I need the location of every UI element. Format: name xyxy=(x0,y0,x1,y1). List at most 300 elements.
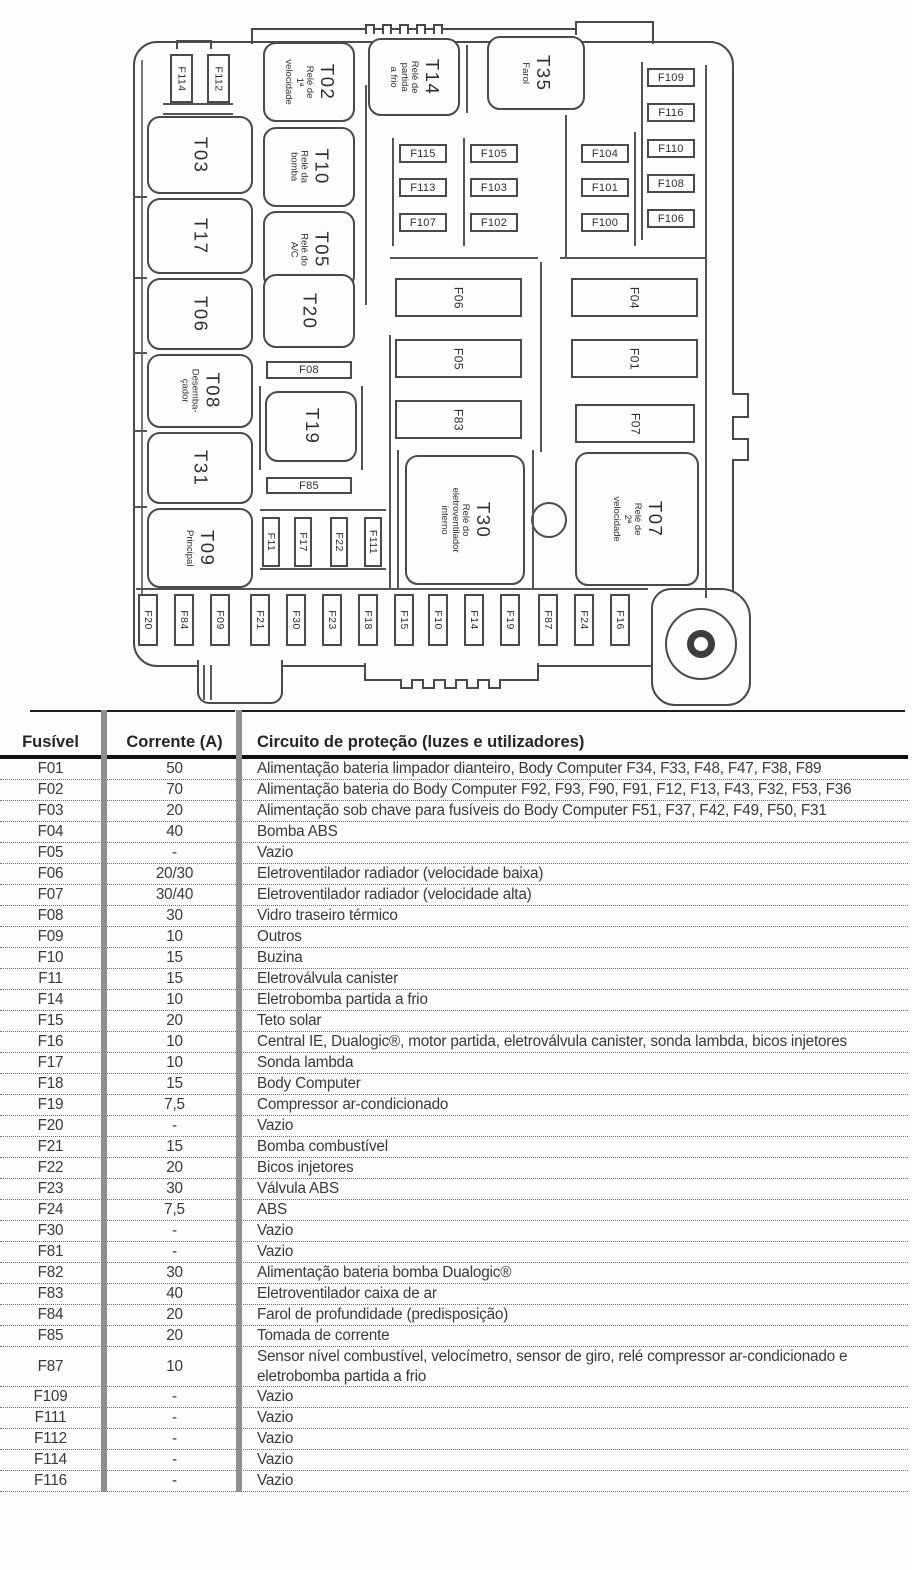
fuse-label-wrap xyxy=(360,596,376,644)
fuse-label-wrap xyxy=(466,596,482,644)
current-cell: 20 xyxy=(166,1306,183,1324)
fuse-label: F108 xyxy=(657,177,685,190)
circuit-cell: Bicos injetores xyxy=(257,1159,354,1177)
relay-box xyxy=(147,116,253,194)
relay-subtitle xyxy=(438,460,471,580)
relay-subtitle xyxy=(178,359,200,423)
relay-subtitle xyxy=(387,43,420,111)
fuse-label-wrap xyxy=(540,596,556,644)
diagram-line xyxy=(163,113,233,115)
circuit-cell: Body Computer xyxy=(257,1075,361,1093)
relay-subtitle-line: Relé de xyxy=(632,502,644,536)
diagram-tooth xyxy=(416,24,426,34)
fuse-id-cell: F04 xyxy=(37,823,64,841)
relay-id: T07 xyxy=(645,500,667,538)
fuse-box xyxy=(358,594,378,646)
relay-box xyxy=(147,354,253,428)
fuse-label-wrap xyxy=(397,341,520,376)
fuse-box xyxy=(395,339,522,378)
relay-subtitle-line: Relé de xyxy=(304,65,316,99)
relay-box xyxy=(263,274,355,348)
diagram-line xyxy=(397,450,399,590)
table-row xyxy=(0,1429,908,1450)
fuse-label: F11 xyxy=(265,532,277,552)
diagram-line xyxy=(365,85,367,305)
fuse-id-cell: F03 xyxy=(37,802,64,820)
fuse-label: F87 xyxy=(542,610,554,630)
table-row xyxy=(0,1158,908,1179)
relay-subtitle xyxy=(520,41,531,105)
fuse-box xyxy=(250,594,270,646)
circuit-cell: Central IE, Dualogic®, motor partida, eletroválvula canister, sonda lambda, bicos injetores xyxy=(257,1033,847,1051)
fuse-label: F05 xyxy=(451,347,466,370)
relay-label-wrap xyxy=(149,118,251,192)
table-row xyxy=(0,1347,908,1387)
fuse-label: F115 xyxy=(410,147,436,160)
table-row xyxy=(0,1053,908,1074)
relay-label-rotated xyxy=(438,460,495,580)
diagram-tooth xyxy=(422,679,435,689)
current-cell: 7,5 xyxy=(164,1096,185,1114)
fuse-id-cell: F20 xyxy=(37,1117,64,1135)
relay-subtitle-line: velocidade xyxy=(610,496,622,542)
circuit-cell: Farol de profundidade (predisposição) xyxy=(257,1306,509,1324)
table-row xyxy=(0,1305,908,1326)
relay-id: T19 xyxy=(301,408,323,445)
fuse-table xyxy=(0,710,908,1492)
relay-id: T03 xyxy=(190,136,212,174)
fuse-id-cell: F109 xyxy=(33,1388,68,1406)
fuse-label: F106 xyxy=(657,212,685,225)
relay-label-wrap xyxy=(577,454,697,584)
fuse-label-wrap xyxy=(209,56,228,101)
circuit-cell: Buzina xyxy=(257,949,303,967)
fuse-label: F20 xyxy=(142,610,154,630)
relay-box xyxy=(265,391,357,462)
fuse-label: F18 xyxy=(362,610,374,630)
relay-id: T31 xyxy=(190,449,212,487)
diagram-tooth xyxy=(466,679,479,689)
relay-id: T35 xyxy=(533,54,555,92)
relay-label-rotated xyxy=(302,396,321,457)
relay-box xyxy=(263,127,355,207)
fuse-label-wrap xyxy=(324,596,340,644)
table-row xyxy=(0,990,908,1011)
relay-label-rotated xyxy=(287,132,333,202)
header-corrente: Corrente (A) xyxy=(126,733,223,751)
relay-label-rotated xyxy=(191,203,210,269)
fuse-id-cell: F21 xyxy=(37,1138,64,1156)
diagram-line xyxy=(133,430,147,432)
fuse-box xyxy=(571,278,698,317)
fuse-box xyxy=(581,178,629,197)
fuse-label: F109 xyxy=(657,71,685,84)
fuse-label: F84 xyxy=(178,610,190,630)
diagram-tooth xyxy=(399,24,409,34)
relay-label-wrap xyxy=(370,40,458,114)
fuse-label-wrap xyxy=(366,519,380,565)
circuit-cell: Alimentação sob chave para fusíveis do Body Computer F51, F37, F42, F49, F50, F31 xyxy=(257,802,827,820)
current-cell: 20 xyxy=(166,1159,183,1177)
fuse-box xyxy=(647,209,695,228)
circuit-cell: Vazio xyxy=(257,1472,294,1490)
fuse-label: F101 xyxy=(591,181,619,194)
fuse-label: F10 xyxy=(432,610,444,630)
fuse-label: F21 xyxy=(254,610,266,630)
current-cell: 15 xyxy=(166,970,183,988)
table-top-rule xyxy=(107,710,235,712)
relay-label-wrap xyxy=(267,393,355,460)
fuse-box xyxy=(394,594,414,646)
fuse-label-wrap xyxy=(252,596,268,644)
fuse-id-cell: F84 xyxy=(37,1306,64,1324)
circuit-cell: ABS xyxy=(257,1201,288,1219)
fuse-label: F24 xyxy=(578,610,590,630)
table-row xyxy=(0,885,908,906)
table-row xyxy=(0,843,908,864)
fuse-id-cell: F116 xyxy=(34,1472,67,1490)
table-row xyxy=(0,1326,908,1347)
circuit-cell: Sonda lambda xyxy=(257,1054,354,1072)
fuse-id-cell: F114 xyxy=(34,1451,67,1469)
relay-label-wrap xyxy=(265,129,353,205)
current-cell: 30 xyxy=(166,1180,183,1198)
table-row xyxy=(0,1179,908,1200)
fuse-box xyxy=(470,144,518,163)
diagram-line xyxy=(634,132,636,246)
fuse-label-wrap xyxy=(577,406,693,441)
relay-subtitle-line: Relé do xyxy=(299,233,311,267)
diagram-tooth xyxy=(382,24,392,34)
table-row xyxy=(0,1200,908,1221)
fuse-label: F01 xyxy=(627,347,642,370)
diagram-line xyxy=(463,138,465,246)
table-body xyxy=(0,759,908,1492)
fuse-label: F110 xyxy=(658,142,684,155)
relay-box xyxy=(147,508,253,588)
fuse-label-wrap xyxy=(288,596,304,644)
current-cell: - xyxy=(172,1451,177,1469)
diagram-line xyxy=(392,138,394,246)
fuse-label: F23 xyxy=(326,610,338,630)
column-separator xyxy=(236,710,242,1492)
table-row xyxy=(0,1116,908,1137)
fuse-box xyxy=(266,477,352,494)
table-row xyxy=(0,906,908,927)
fuse-id-cell: F30 xyxy=(37,1222,64,1240)
fuse-label: F06 xyxy=(451,286,466,309)
diagram-line xyxy=(641,62,643,240)
fuse-id-cell: F85 xyxy=(37,1327,64,1345)
circuit-cell: Eletrobomba partida a frio xyxy=(257,991,428,1009)
fuse-label-wrap xyxy=(397,280,520,315)
fuse-box xyxy=(138,594,158,646)
fuse-id-cell: F14 xyxy=(37,991,64,1009)
diagram-line xyxy=(466,45,468,113)
relay-id: T09 xyxy=(197,529,219,567)
relay-box xyxy=(147,278,253,350)
fuse-box xyxy=(399,144,447,163)
circuit-cell: Vazio xyxy=(257,1117,294,1135)
diagram-line xyxy=(390,257,538,259)
relay-subtitle-line: Relé da xyxy=(299,150,311,184)
diagram-line xyxy=(361,386,363,470)
relay-id: T02 xyxy=(317,63,339,101)
mounting-boss xyxy=(651,588,751,706)
current-cell: - xyxy=(172,844,177,862)
diagram-line xyxy=(705,65,707,598)
relay-area-circle xyxy=(531,502,567,538)
fuse-id-cell: F05 xyxy=(37,844,64,862)
fuse-label-wrap xyxy=(332,519,346,565)
diagram-line xyxy=(260,568,386,570)
fuse-box xyxy=(428,594,448,646)
fuse-box xyxy=(610,594,630,646)
fuse-label-wrap xyxy=(212,596,228,644)
relay-label-rotated xyxy=(520,41,555,105)
fuse-id-cell: F06 xyxy=(37,865,64,883)
bottom-left-connector-lines xyxy=(203,665,212,700)
fuse-label-wrap xyxy=(612,596,628,644)
relay-subtitle-line: çador xyxy=(179,379,191,403)
relay-subtitle-line: eletroventilador xyxy=(449,487,461,553)
table-row xyxy=(0,1074,908,1095)
relay-subtitle-line: velocidade xyxy=(282,59,294,105)
circuit-cell: Eletroválvula canister xyxy=(257,970,398,988)
current-cell: 10 xyxy=(166,1054,183,1072)
relay-subtitle-line: A/C xyxy=(288,242,300,258)
fuse-label-wrap xyxy=(397,402,520,437)
top-left-bracket xyxy=(176,40,212,49)
diagram-line xyxy=(259,386,261,470)
diagram-tooth xyxy=(400,679,413,689)
fuse-box xyxy=(294,517,312,567)
diagram-tooth xyxy=(444,679,457,689)
right-notch xyxy=(732,393,749,418)
fuse-label: F83 xyxy=(451,408,466,431)
fuse-box xyxy=(210,594,230,646)
relay-label-rotated xyxy=(387,43,444,111)
fuse-label: F112 xyxy=(212,65,225,92)
relay-id: T30 xyxy=(473,501,495,539)
relay-id: T08 xyxy=(202,372,224,410)
circuit-cell: Eletroventilador radiador (velocidade baixa) xyxy=(257,865,544,883)
relay-id: T14 xyxy=(422,58,444,96)
current-cell: 30 xyxy=(166,907,183,925)
fusebox-top-tab-right xyxy=(575,21,654,35)
current-cell: 15 xyxy=(166,949,183,967)
current-cell: 15 xyxy=(166,1138,183,1156)
table-row xyxy=(0,864,908,885)
diagram-line xyxy=(163,103,233,105)
current-cell: - xyxy=(172,1243,177,1261)
circuit-cell: Sensor nível combustível, velocímetro, sensor de giro, relé compressor ar-condicionado e eletrobomba partida a frio xyxy=(257,1348,848,1385)
fuse-id-cell: F19 xyxy=(37,1096,64,1114)
relay-box xyxy=(405,455,525,585)
current-cell: 30/40 xyxy=(155,886,194,904)
current-cell: 50 xyxy=(166,760,183,778)
circuit-cell: Compressor ar-condicionado xyxy=(257,1096,449,1114)
fuse-box xyxy=(170,54,193,103)
fuse-box xyxy=(266,361,352,379)
diagram-line xyxy=(133,277,147,279)
fuse-label: F15 xyxy=(398,610,410,630)
fuse-label: F105 xyxy=(480,147,508,160)
fuse-id-cell: F15 xyxy=(37,1012,64,1030)
fuse-id-cell: F112 xyxy=(34,1430,67,1448)
circuit-cell: Vazio xyxy=(257,1409,294,1427)
relay-subtitle-line: Relé de xyxy=(409,60,421,94)
fuse-label-wrap xyxy=(573,341,696,376)
diagram-tooth xyxy=(433,24,443,34)
relay-id: T06 xyxy=(190,295,212,333)
relay-subtitle-line: 1ª xyxy=(293,77,305,87)
fuse-label: F104 xyxy=(591,147,619,160)
fuse-label-wrap xyxy=(296,519,310,565)
header-circuito: Circuito de proteção (luzes e utilizadores) xyxy=(257,733,585,751)
diagram-line xyxy=(565,115,567,258)
current-cell: - xyxy=(172,1409,177,1427)
fuse-box xyxy=(470,213,518,232)
current-cell: 15 xyxy=(166,1075,183,1093)
relay-id: T17 xyxy=(190,217,212,255)
fuse-id-cell: F11 xyxy=(38,970,63,988)
diagram-line xyxy=(133,352,147,354)
circuit-cell: Vazio xyxy=(257,1430,294,1448)
table-row xyxy=(0,969,908,990)
fuse-label-wrap xyxy=(502,596,518,644)
relay-label-wrap xyxy=(149,510,251,586)
diagram-line xyxy=(389,335,391,588)
fuse-label: F116 xyxy=(658,106,684,119)
diagram-line xyxy=(260,509,386,511)
table-row xyxy=(0,1284,908,1305)
diagram-line xyxy=(133,506,147,508)
fuse-box xyxy=(470,178,518,197)
fuse-box xyxy=(464,594,484,646)
table-header xyxy=(0,710,908,759)
fuse-box xyxy=(364,517,382,567)
relay-label-rotated xyxy=(191,437,210,499)
fuse-label-wrap xyxy=(264,519,278,565)
relay-subtitle-line: 2ª xyxy=(621,514,633,524)
fuse-box xyxy=(322,594,342,646)
fuse-box xyxy=(262,517,280,567)
current-cell: 40 xyxy=(166,1285,183,1303)
fuse-id-cell: F17 xyxy=(37,1054,64,1072)
relay-id: T20 xyxy=(299,292,321,330)
circuit-cell: Vazio xyxy=(257,1222,294,1240)
fuse-label: F111 xyxy=(367,529,379,555)
table-row xyxy=(0,780,908,801)
circuit-cell: Alimentação bateria bomba Dualogic® xyxy=(257,1264,512,1282)
relay-subtitle xyxy=(287,132,309,202)
relay-subtitle-line: partida xyxy=(398,62,410,92)
current-cell: 30 xyxy=(166,1264,183,1282)
relay-label-rotated xyxy=(178,359,224,423)
fuse-label: F30 xyxy=(290,610,302,630)
fuse-label: F08 xyxy=(299,364,319,376)
fuse-label: F09 xyxy=(214,610,226,630)
fuse-id-cell: F81 xyxy=(37,1243,64,1261)
diagram-line xyxy=(560,257,706,259)
circuit-cell: Eletroventilador caixa de ar xyxy=(257,1285,437,1303)
fuse-box xyxy=(647,103,695,122)
fuse-label: F19 xyxy=(504,610,516,630)
table-row xyxy=(0,1137,908,1158)
current-cell: 20 xyxy=(166,1012,183,1030)
relay-subtitle xyxy=(610,457,643,581)
relay-box xyxy=(263,42,355,122)
circuit-cell: Alimentação bateria do Body Computer F92, F93, F90, F91, F12, F13, F43, F32, F53, F36 xyxy=(257,781,852,799)
circuit-cell: Tomada de corrente xyxy=(257,1327,390,1345)
relay-subtitle-line: Farol xyxy=(520,62,532,84)
relay-subtitle-line: a frio xyxy=(387,66,399,88)
fuse-id-cell: F08 xyxy=(37,907,64,925)
current-cell: - xyxy=(172,1222,177,1240)
fuse-box xyxy=(286,594,306,646)
current-cell: 70 xyxy=(166,781,183,799)
table-row xyxy=(0,822,908,843)
fuse-label: F114 xyxy=(175,65,188,92)
fuse-label-wrap xyxy=(140,596,156,644)
current-cell: 20 xyxy=(166,802,183,820)
fuse-label: F113 xyxy=(410,181,436,194)
table-row xyxy=(0,927,908,948)
fuse-label-wrap xyxy=(573,280,696,315)
fuse-id-cell: F18 xyxy=(37,1075,64,1093)
relay-label-wrap xyxy=(265,276,353,346)
fuse-box xyxy=(581,213,629,232)
relay-subtitle xyxy=(282,47,315,117)
circuit-cell: Vazio xyxy=(257,844,294,862)
relay-subtitle-line: interno xyxy=(438,505,450,535)
current-cell: 20 xyxy=(166,1327,183,1345)
fuse-box xyxy=(647,139,695,158)
fuse-label: F17 xyxy=(297,532,309,552)
current-cell: 10 xyxy=(166,991,183,1009)
relay-label-wrap xyxy=(407,457,523,583)
relay-box xyxy=(575,452,699,586)
fuse-id-cell: F10 xyxy=(37,949,64,967)
fuse-label-wrap xyxy=(576,596,592,644)
fuse-box xyxy=(581,144,629,163)
relay-box xyxy=(147,198,253,274)
circuit-cell: Outros xyxy=(257,928,302,946)
fuse-id-cell: F83 xyxy=(37,1285,64,1303)
mount-inner-circle xyxy=(687,630,715,658)
current-cell: 10 xyxy=(166,1033,183,1051)
fuse-label: F107 xyxy=(409,216,437,229)
fuse-id-cell: F24 xyxy=(37,1201,64,1219)
relay-box xyxy=(368,38,460,116)
current-cell: - xyxy=(172,1430,177,1448)
fuse-label-wrap xyxy=(430,596,446,644)
circuit-cell: Vazio xyxy=(257,1243,294,1261)
circuit-cell: Válvula ABS xyxy=(257,1180,339,1198)
table-row xyxy=(0,1450,908,1471)
fuse-label-wrap xyxy=(396,596,412,644)
fuse-box xyxy=(395,278,522,317)
table-row xyxy=(0,1011,908,1032)
relay-label-rotated xyxy=(282,47,339,117)
circuit-cell: Vazio xyxy=(257,1388,294,1406)
relay-label-rotated xyxy=(300,279,319,343)
fuse-box xyxy=(538,594,558,646)
fusebox-inner-edge xyxy=(141,60,143,635)
current-cell: 10 xyxy=(166,1357,183,1375)
table-top-rule xyxy=(242,710,905,712)
